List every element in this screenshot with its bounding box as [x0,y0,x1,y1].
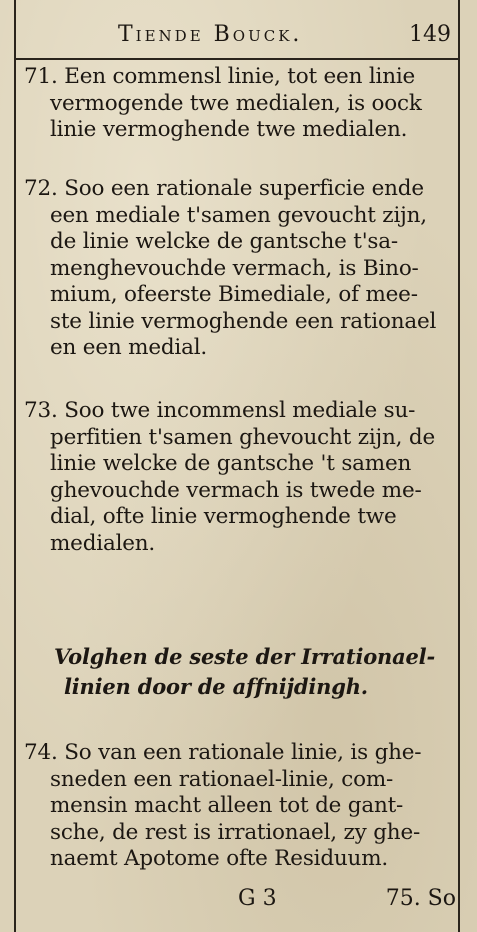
running-header [30,20,455,54]
text-line: 73. Soo twe incommensl mediale su- [24,398,416,423]
text-line: en een medial. [50,335,208,360]
text-line: 71. Een commensl linie, tot een linie [24,64,416,89]
text-line: 74. So van een rationale linie, is ghe- [24,740,422,765]
header-rule [14,58,460,60]
text-line: de linie welcke de gantsche t'sa- [50,229,398,254]
text-line: dial, ofte linie vermoghende twe [50,504,397,529]
proposition-72 [24,176,454,362]
text-line: mensin macht alleen tot de gant- [50,793,404,818]
text-line: ghevouchde vermach is twede me- [50,477,422,503]
catchword: 75. So [385,886,456,911]
page-number: 149 [409,22,451,47]
text-line: sche, de rest is irrationael, zy ghe- [50,819,421,845]
proposition-73 [24,398,454,557]
signature-mark: G 3 [238,886,277,911]
text-line: ste linie vermoghende een rationael [50,308,437,334]
text-line: vermogende twe medialen, is oock [50,90,422,116]
proposition-74 [24,740,454,873]
page-footer [24,886,456,920]
section-heading [54,642,454,702]
right-border-rule [458,0,460,932]
text-line: 72. Soo een rationale superficie ende [24,176,424,201]
text-line: linie vermoghende twe medialen. [50,117,408,142]
text-line: perfitien t'samen ghevoucht zijn, de [50,424,436,450]
text-line: mium, ofeerste Bimediale, of mee- [50,282,418,307]
text-line: sneden een rationael-linie, com- [50,766,394,792]
heading-line: linien door de affnijdingh. [64,674,368,699]
text-line: een mediale t'samen gevoucht zijn, [50,202,427,228]
text-line: menghevouchde vermach, is Bino- [50,255,419,281]
heading-line: Volghen de seste der Irrationael- [54,644,435,669]
text-line: medialen. [50,530,156,556]
left-border-rule [14,0,16,932]
proposition-71 [24,64,454,144]
text-line: linie welcke de gantsche 't samen [50,451,412,476]
text-line: naemt Apotome ofte Residuum. [50,846,389,871]
running-title: Tiende Bouck. [118,22,303,47]
